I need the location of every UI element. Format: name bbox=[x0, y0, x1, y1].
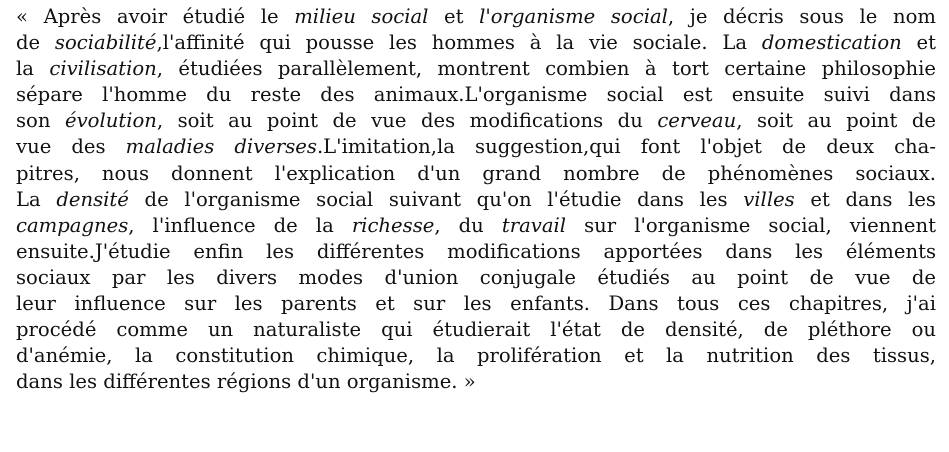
text-run: .L'imitation,la suggestion,qui font l'objet de deux cha- bbox=[316, 135, 936, 159]
text-run: « Après avoir étudié le bbox=[16, 5, 295, 28]
text-run: sur l'organisme social, viennent bbox=[566, 213, 936, 237]
italic-text-run: villes bbox=[743, 187, 795, 211]
italic-text-run: maladies diverses bbox=[125, 135, 317, 159]
text-line bbox=[16, 56, 936, 82]
italic-text-run: domestication bbox=[761, 31, 902, 55]
italic-text-run: densité bbox=[56, 187, 129, 211]
italic-text-run: sociabilité bbox=[54, 31, 157, 55]
italic-text-run: civilisation bbox=[49, 57, 157, 81]
text-line bbox=[16, 213, 936, 239]
text-run: , soit au point de bbox=[736, 109, 936, 133]
italic-text-run: richesse bbox=[351, 213, 435, 237]
text-line bbox=[16, 291, 936, 317]
text-line bbox=[16, 108, 936, 134]
text-run: sépare l'homme du reste des animaux.L'organisme social est ensuite suivi dans bbox=[16, 83, 936, 107]
text-run: , l'influence de la bbox=[128, 213, 352, 237]
italic-text-run: cerveau bbox=[657, 109, 737, 133]
text-line bbox=[16, 30, 936, 56]
text-line bbox=[16, 187, 936, 213]
italic-text-run: travail bbox=[501, 213, 567, 237]
text-run: de bbox=[16, 31, 55, 55]
text-run: ,l'affinité qui pousse les hommes à la vie sociale. La bbox=[156, 31, 762, 55]
text-run: leur influence sur les parents et sur les enfants. Dans tous ces chapitres, j'ai bbox=[16, 292, 936, 316]
text-line bbox=[16, 4, 936, 30]
text-line bbox=[16, 239, 936, 265]
text-run: , je décris sous le nom bbox=[667, 5, 936, 28]
text-run: procédé comme un naturaliste qui étudierait l'état de densité, de pléthore ou bbox=[16, 318, 936, 342]
text-line bbox=[16, 343, 936, 369]
text-run: son bbox=[16, 109, 65, 133]
text-run: la bbox=[16, 57, 50, 81]
text-line bbox=[16, 369, 936, 395]
text-run: sociaux par les divers modes d'union conjugale étudiés au point de vue de bbox=[16, 265, 936, 289]
italic-text-run: évolution bbox=[64, 109, 157, 133]
italic-text-run: milieu social bbox=[294, 5, 429, 28]
text-run: d'anémie, la constitution chimique, la prolifération et la nutrition des tissus, bbox=[16, 344, 936, 368]
text-line bbox=[16, 317, 936, 343]
quotation-paragraph bbox=[16, 4, 936, 395]
text-run: pitres, nous donnent l'explication d'un grand nombre de phénomènes sociaux. bbox=[16, 161, 936, 185]
text-run: , étudiées parallèlement, montrent combien à tort certaine philosophie bbox=[156, 57, 936, 81]
text-run: de l'organisme social suivant qu'on l'étudie dans les bbox=[128, 187, 744, 211]
text-run: et dans les bbox=[794, 187, 936, 211]
italic-text-run: l'organisme social bbox=[479, 5, 668, 28]
text-run: , soit au point de vue des modifications du bbox=[156, 109, 658, 133]
text-line bbox=[16, 82, 936, 108]
text-run: dans les différentes régions d'un organisme. » bbox=[16, 370, 476, 394]
text-run: ensuite.J'étudie enfin les différentes modifications apportées dans les éléments bbox=[16, 239, 936, 263]
text-line bbox=[16, 265, 936, 291]
text-run: vue des bbox=[16, 135, 126, 159]
text-line bbox=[16, 161, 936, 187]
text-run: La bbox=[16, 187, 57, 211]
italic-text-run: campagnes bbox=[16, 213, 129, 237]
text-run: , du bbox=[434, 213, 502, 237]
text-run: et bbox=[428, 5, 480, 28]
text-run: et bbox=[901, 31, 936, 55]
text-line bbox=[16, 134, 936, 160]
